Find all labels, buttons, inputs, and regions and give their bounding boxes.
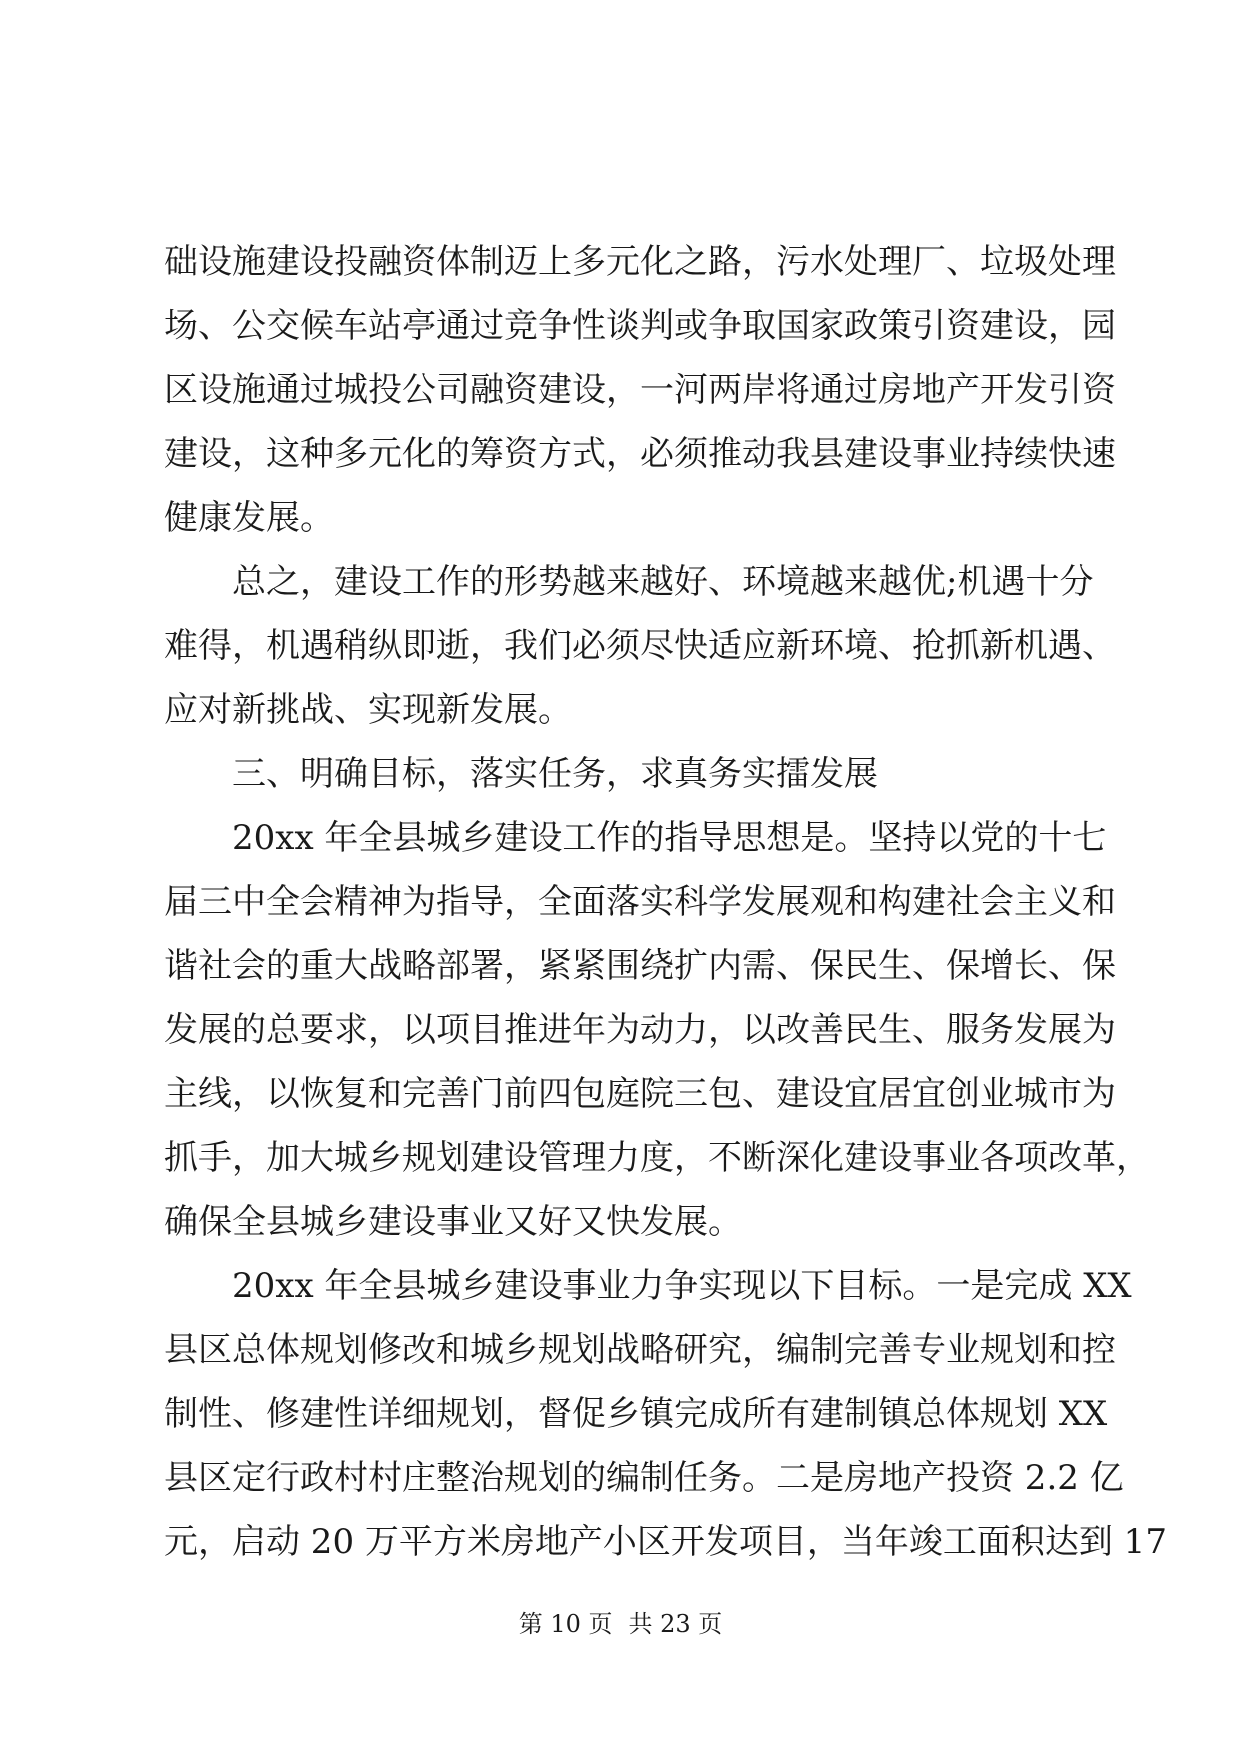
text-line: 区设施通过城投公司融资建设，一河两岸将通过房地产开发引资 — [164, 370, 1116, 410]
text-line: 总之，建设工作的形势越来越好、环境越来越优;机遇十分 — [232, 562, 1094, 602]
text-line: 县区总体规划修改和城乡规划战略研究，编制完善专业规划和控 — [164, 1330, 1116, 1370]
page-footer — [0, 1604, 1241, 1639]
text-line: 20xx 年全县城乡建设事业力争实现以下目标。一是完成 XX — [232, 1266, 1132, 1306]
text-line: 20xx 年全县城乡建设工作的指导思想是。坚持以党的十七 — [232, 818, 1107, 858]
page-total: 共 23 页 — [628, 1610, 723, 1638]
text-line: 发展的总要求，以项目推进年为动力，以改善民生、服务发展为 — [164, 1010, 1116, 1050]
text-line: 应对新挑战、实现新发展。 — [164, 690, 572, 730]
section-heading: 三、明确目标，落实任务，求真务实擂发展 — [232, 754, 878, 794]
text-line: 难得，机遇稍纵即逝，我们必须尽快适应新环境、抢抓新机遇、 — [164, 626, 1116, 666]
text-line: 县区定行政村村庄整治规划的编制任务。二是房地产投资 2.2 亿 — [164, 1458, 1124, 1498]
page-number: 第 10 页 — [518, 1610, 613, 1638]
text-line: 建设，这种多元化的筹资方式，必须推动我县建设事业持续快速 — [164, 434, 1116, 474]
text-line: 健康发展。 — [164, 498, 334, 538]
text-line: 确保全县城乡建设事业又好又快发展。 — [164, 1202, 742, 1242]
text-line: 元，启动 20 万平方米房地产小区开发项目，当年竣工面积达到 17 — [164, 1522, 1167, 1562]
document-body — [164, 230, 1167, 1574]
text-line: 谐社会的重大战略部署，紧紧围绕扩内需、保民生、保增长、保 — [164, 946, 1116, 986]
text-line: 础设施建设投融资体制迈上多元化之路，污水处理厂、垃圾处理 — [164, 242, 1116, 282]
text-line: 制性、修建性详细规划，督促乡镇完成所有建制镇总体规划 XX — [164, 1394, 1108, 1434]
text-line: 主线，以恢复和完善门前四包庭院三包、建设宜居宜创业城市为 — [164, 1074, 1116, 1114]
text-line: 届三中全会精神为指导，全面落实科学发展观和构建社会主义和 — [164, 882, 1116, 922]
text-line: 抓手，加大城乡规划建设管理力度，不断深化建设事业各项改革， — [164, 1138, 1150, 1178]
text-line: 场、公交候车站亭通过竞争性谈判或争取国家政策引资建设，园 — [164, 306, 1116, 346]
